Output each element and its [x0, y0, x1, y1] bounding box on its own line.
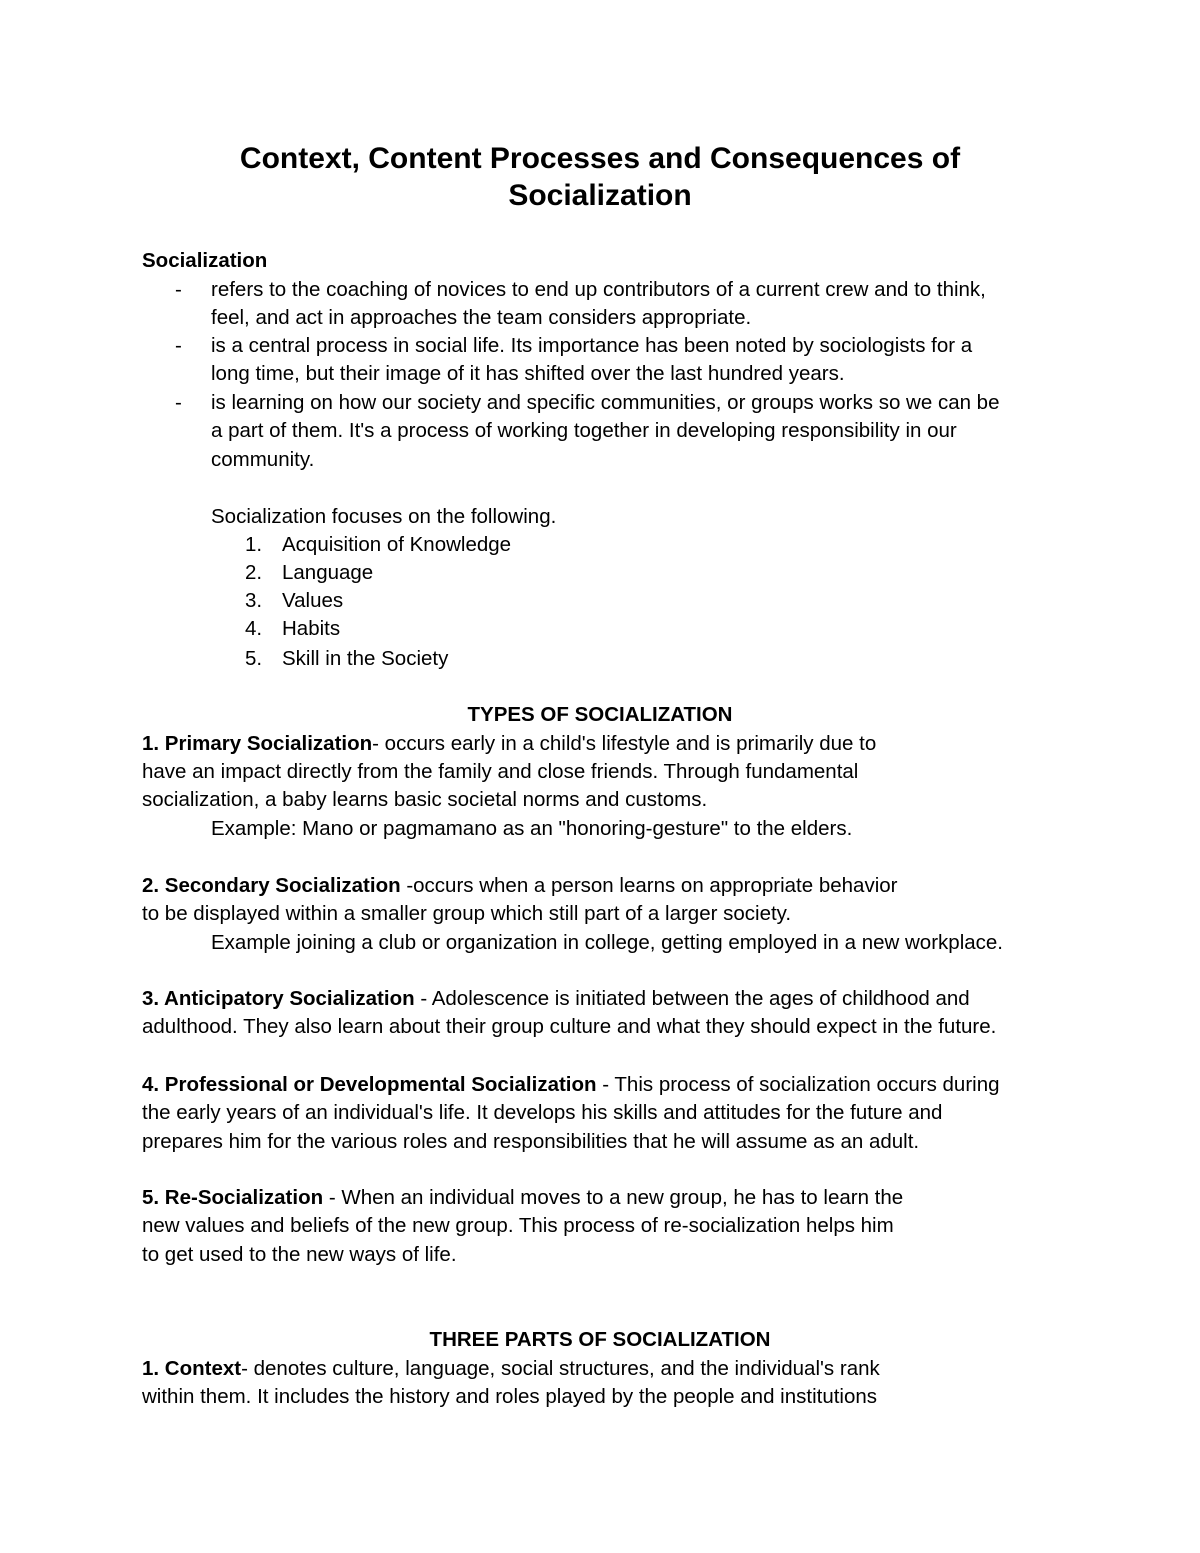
part-1-text: - denotes culture, language, social structures, and the individual's rank — [241, 1357, 880, 1380]
bullet-marker: - — [175, 391, 182, 414]
focus-item: Skill in the Society — [282, 647, 449, 670]
type-2-line-2: to be displayed within a smaller group which still part of a larger society. — [142, 902, 792, 925]
document-title — [0, 140, 1200, 214]
bullet-marker: - — [175, 334, 182, 357]
parts-heading: THREE PARTS OF SOCIALIZATION — [429, 1328, 771, 1351]
type-4-label: 4. Professional or Developmental Socialization — [142, 1073, 597, 1096]
type-2-text: -occurs when a person learns on appropriate behavior — [400, 874, 898, 897]
type-3-line-1 — [142, 985, 970, 1013]
type-3-line-2: adulthood. They also learn about their group culture and what they should expect in the future. — [142, 1015, 997, 1038]
type-1-label: 1. Primary Socialization — [142, 732, 373, 755]
type-5-label: 5. Re-Socialization — [142, 1186, 324, 1209]
type-2-line-1 — [142, 872, 897, 900]
type-3-text: - Adolescence is initiated between the ages of childhood and — [414, 987, 970, 1010]
type-5-line-2: new values and beliefs of the new group. This process of re-socialization helps him — [142, 1214, 894, 1237]
type-5-line-1 — [142, 1184, 903, 1212]
part-1-line-2: within them. It includes the history and roles played by the people and institutions — [142, 1385, 878, 1408]
bullet-3-line-3: community. — [211, 448, 315, 471]
type-4-line-3: prepares him for the various roles and responsibilities that he will assume as an adult. — [142, 1130, 920, 1153]
focus-item-number: 4. — [245, 617, 263, 640]
type-1-line-2: have an impact directly from the family and close friends. Through fundamental — [142, 760, 859, 783]
bullet-2-line-1: is a central process in social life. Its importance has been noted by sociologists for a — [211, 334, 973, 357]
type-2-example: Example joining a club or organization in college, getting employed in a new workplace. — [211, 931, 1003, 954]
bullet-3-line-1: is learning on how our society and specific communities, or groups works so we can be — [211, 391, 1000, 414]
title-line-2: Socialization — [508, 179, 692, 212]
type-1-line-3: socialization, a baby learns basic societal norms and customs. — [142, 788, 708, 811]
focus-item: Values — [282, 589, 344, 612]
part-1-label: 1. Context — [142, 1357, 242, 1380]
type-4-text: - This process of socialization occurs during — [596, 1073, 1000, 1096]
type-3-label: 3. Anticipatory Socialization — [142, 987, 415, 1010]
types-heading: TYPES OF SOCIALIZATION — [467, 703, 733, 726]
bullet-1-line-1: refers to the coaching of novices to end up contributors of a current crew and to think, — [211, 278, 986, 301]
type-1-line-1 — [142, 730, 876, 758]
part-1-line-1 — [142, 1355, 880, 1383]
type-1-example: Example: Mano or pagmamano as an "honoring-gesture" to the elders. — [211, 817, 853, 840]
focus-item-number: 3. — [245, 589, 263, 612]
type-5-text: - When an individual moves to a new group, he has to learn the — [323, 1186, 904, 1209]
type-5-line-3: to get used to the new ways of life. — [142, 1243, 457, 1266]
focus-item: Language — [282, 561, 374, 584]
focus-item-number: 5. — [245, 647, 263, 670]
bullet-2-line-2: long time, but their image of it has shifted over the last hundred years. — [211, 362, 845, 385]
type-4-line-1 — [142, 1071, 1000, 1099]
bullet-marker: - — [175, 278, 182, 301]
type-4-line-2: the early years of an individual's life. It develops his skills and attitudes for the future and — [142, 1101, 943, 1124]
title-line-1: Context, Content Processes and Consequences of — [239, 142, 961, 175]
type-1-text: - occurs early in a child's lifestyle and is primarily due to — [372, 732, 877, 755]
socialization-heading: Socialization — [142, 249, 268, 272]
type-2-label: 2. Secondary Socialization — [142, 874, 401, 897]
focus-item: Acquisition of Knowledge — [282, 533, 512, 556]
bullet-3-line-2: a part of them. It's a process of working together in developing responsibility in our — [211, 419, 957, 442]
bullet-1-line-2: feel, and act in approaches the team considers appropriate. — [211, 306, 752, 329]
focus-intro: Socialization focuses on the following. — [211, 505, 557, 528]
focus-item: Habits — [282, 617, 341, 640]
focus-item-number: 1. — [245, 533, 263, 556]
focus-item-number: 2. — [245, 561, 263, 584]
